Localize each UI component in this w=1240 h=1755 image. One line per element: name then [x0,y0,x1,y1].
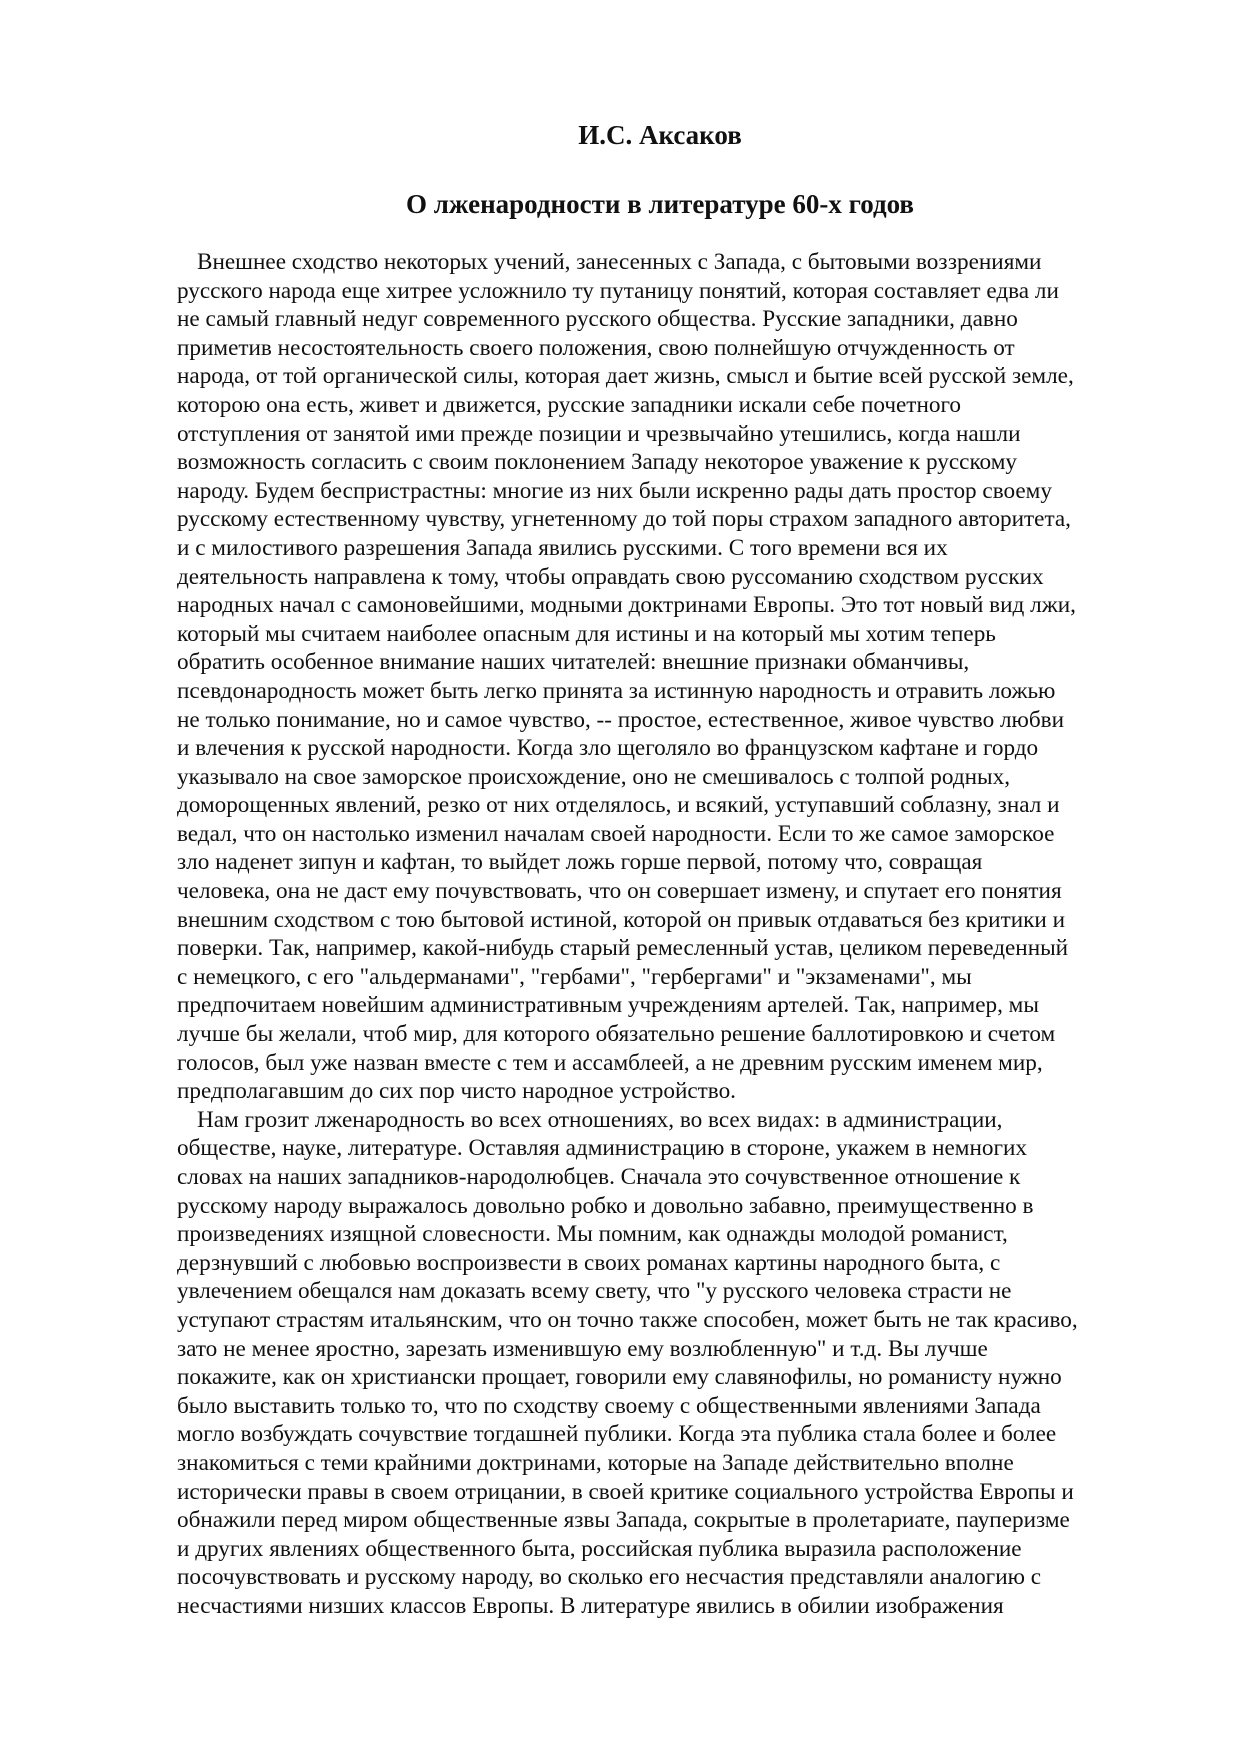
text-line: было выставить только то, что по сходству своему с общественными явлениями Запада [177,1392,1041,1419]
text-line: голосов, был уже назван вместе с тем и ассамблеей, а не древним русским именем мир, [177,1049,1043,1076]
text-line: не только понимание, но и самое чувство, -- простое, естественное, живое чувство любви [177,706,1065,733]
text-line: произведениях изящной словесности. Мы помним, как однажды молодой романист, [177,1221,1008,1248]
author-heading: И.С. Аксаков [578,120,742,150]
text-line: обнажили перед миром общественные язвы Запада, сокрытые в пролетариате, пауперизме [177,1507,1070,1534]
text-line: и влечения к русской народности. Когда зло щеголяло во французском кафтане и гордо [177,735,1039,762]
text-line: исторически правы в своем отрицании, в своей критике социального устройства Европы и [177,1478,1074,1505]
text-line: предполагавшим до сих пор чисто народное устройство. [177,1078,736,1105]
text-line: с немецкого, с его "альдерманами", "гербами", "гербергами" и "экзаменами", мы [177,963,972,990]
article-body [177,248,1177,1621]
text-line: уступают страстям итальянским, что он точно также способен, может быть не так красиво, [177,1306,1078,1333]
text-line: которою она есть, живет и движется, русские западники искали себе почетного [177,391,961,418]
text-line: человека, она не даст ему почувствовать, что он совершает измену, и спутает его понятия [177,878,1062,905]
text-line: ведал, что он настолько изменил началам своей народности. Если то же самое заморское [177,820,1055,847]
text-line: покажите, как он христиански прощает, говорили ему славянофилы, но романисту нужно [177,1364,1062,1391]
text-line: Внешнее сходство некоторых учений, занесенных с Запада, с бытовыми воззрениями [197,249,1042,275]
article-title: О лженародности в литературе 60-х годов [405,189,915,219]
text-line: и других явлениях общественного быта, российская публика выразила расположение [177,1535,1022,1562]
text-line: обратить особенное внимание наших читателей: внешние признаки обманчивы, [177,649,970,676]
text-line: лучше бы желали, чтоб мир, для которого обязательно решение баллотировкою и счетом [177,1021,1056,1048]
text-line: словах на наших западников-народолюбцев. Сначала это сочувственное отношение к [177,1164,1021,1190]
text-line: деятельность направлена к тому, чтобы оправдать свою руссоманию сходством русских [177,563,1044,590]
text-line: могло возбуждать сочувствие тогдашней публики. Когда эта публика стала более и более [177,1421,1057,1448]
text-line: народа, от той органической силы, которая дает жизнь, смысл и бытие всей русской земле, [177,363,1074,390]
text-line: псевдонародность может быть легко принята за истинную народность и отравить ложью [177,677,1056,704]
text-line: возможность согласить с своим поклонением Западу некоторое уважение к русскому [177,449,1017,476]
text-line: приметив несостоятельность своего положения, свою полнейшую отчужденность от [177,334,1015,361]
text-line: не самый главный недуг современного русского общества. Русские западники, давно [177,306,1018,333]
text-line: народных начал с самоновейшими, модными доктринами Европы. Это тот новый вид лжи, [177,592,1076,619]
text-line: доморощенных явлений, резко от них отделялось, и всякий, уступавший соблазну, знал и [177,792,1060,819]
text-line: указывало на свое заморское происхождение, оно не смешивалось с толпой родных, [177,763,1011,790]
text-line: отступления от занятой ими прежде позиции и чрезвычайно утешились, когда нашли [177,420,1021,447]
text-line: зло наденет зипун и кафтан, то выйдет ложь горше первой, потому что, совращая [177,849,983,876]
text-line: зато не менее яростно, зарезать изменившую ему возлюбленную" и т.д. Вы лучше [177,1335,988,1362]
text-line: Нам грозит лженародность во всех отношениях, во всех видах: в администрации, [197,1106,1003,1133]
text-line: внешним сходством с тою бытовой истиной, которой он привык отдаваться без критики и [177,906,1066,933]
text-line: обществе, науке, литературе. Оставляя администрацию в стороне, укажем в немногих [177,1135,1027,1162]
paragraph [177,1106,1177,1621]
text-line: который мы считаем наиболее опасным для истины и на который мы хотим теперь [177,620,996,647]
text-line: предпочитаем новейшим административным учреждениям артелей. Так, например, мы [177,992,1039,1019]
paragraph [177,248,1177,1106]
text-line: и с милостивого разрешения Запада явились русскими. С того времени вся их [177,534,948,561]
text-line: знакомиться с теми крайними доктринами, которые на Западе действительно вполне [177,1449,1014,1476]
text-line: дерзнувший с любовью воспроизвести в своих романах картины народного быта, с [177,1249,1001,1276]
text-line: увлечением обещался нам доказать всему свету, что "у русского человека страсти не [177,1278,1012,1305]
text-line: русскому естественному чувству, угнетенному до той поры страхом западного авторитета, [177,506,1071,533]
text-line: русского народа еще хитрее усложнило ту путаницу понятий, которая составляет едва ли [177,277,1059,304]
text-line: посочувствовать и русскому народу, во сколько его несчастия представляли аналогию с [177,1564,1042,1591]
text-line: народу. Будем беспристрастны: многие из них были искренно рады дать простор своему [177,477,1052,504]
text-line: русскому народу выражалось довольно робко и довольно забавно, преимущественно в [177,1192,1034,1219]
text-line: несчастиями низших классов Европы. В литературе явились в обилии изображения [177,1592,1004,1619]
text-line: поверки. Так, например, какой-нибудь старый ремесленный устав, целиком переведенный [177,935,1069,962]
